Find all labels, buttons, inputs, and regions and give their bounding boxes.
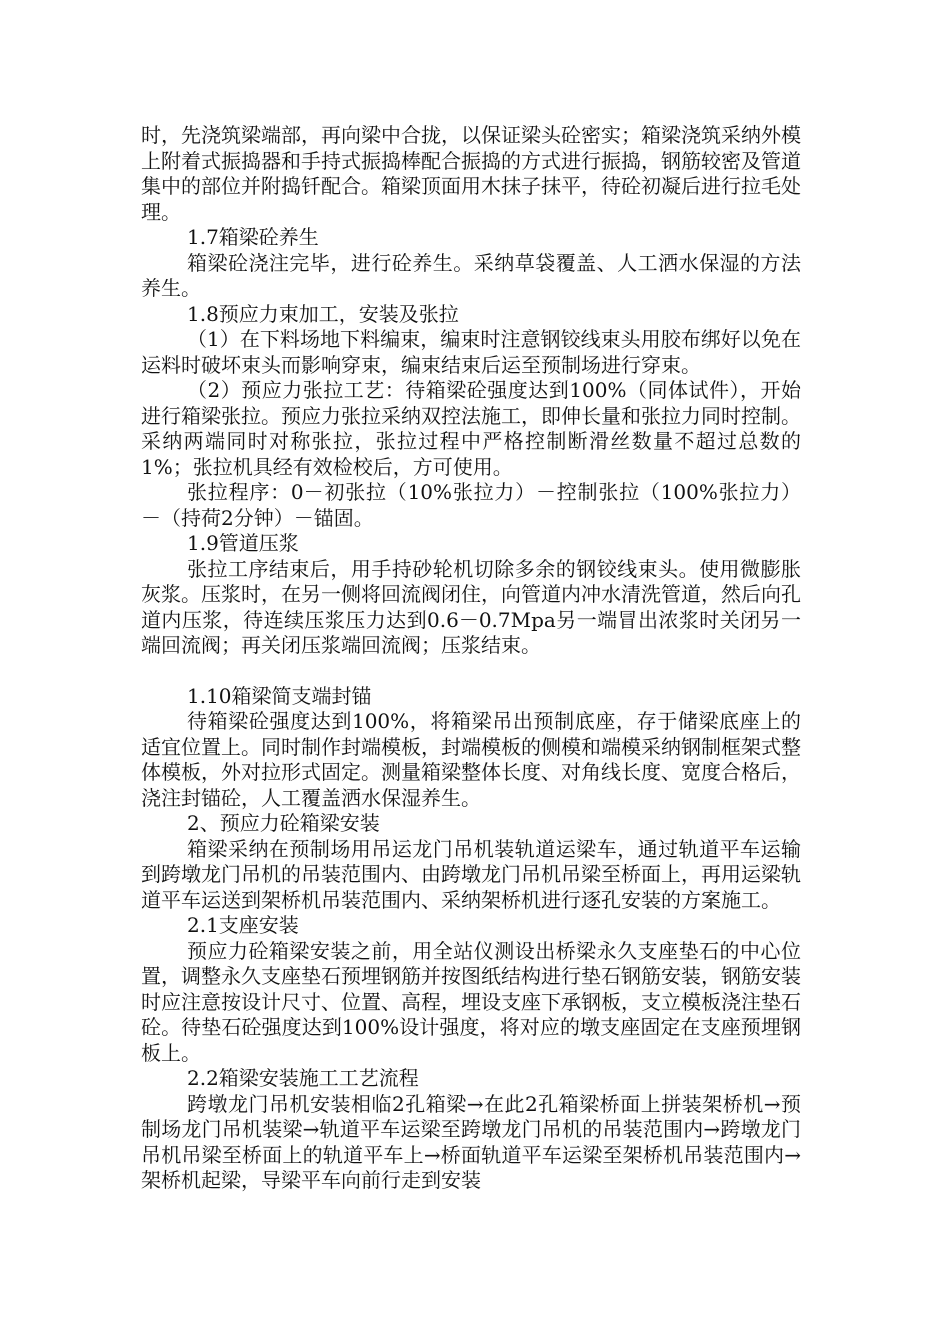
section-heading-2-1: 2.1支座安装 xyxy=(187,913,299,937)
paragraph-2-1: 预应力砼箱梁安装之前，用全站仪测设出桥梁永久支座垫石的中心位置，调整永久支座垫石预埋钢筋并按图纸结构进行垫石钢筋安装，钢筋安装时应注意按设计尺寸、位置、高程，埋设支座下承钢板，支立模板浇注垫石砼。待垫石砼强度达到100%设计强度，将对应的墩支座固定在支座预埋钢板上。 xyxy=(141,938,801,1065)
section-heading-2-2: 2.2箱梁安装施工工艺流程 xyxy=(187,1066,419,1090)
paragraph-continuation: 时，先浇筑梁端部，再向梁中合拢，以保证梁头砼密实；箱梁浇筑采纳外模上附着式振捣器和手持式振捣棒配合振捣的方式进行振捣，钢筋较密及管道集中的部位并附捣钎配合。箱梁顶面用木抹子抹平，待砼初凝后进行拉毛处理。 xyxy=(141,123,801,224)
paragraph-2-2: 跨墩龙门吊机安装相临2孔箱梁→在此2孔箱梁桥面上拼装架桥机→预制场龙门吊机装梁→轨道平车运梁至跨墩龙门吊机的吊装范围内→跨墩龙门吊机吊梁至桥面上的轨道平车上→桥面轨道平车运梁至架桥机吊装范围内→架桥机起梁，导梁平车向前行走到安装 xyxy=(141,1091,801,1192)
document-body xyxy=(141,123,801,1194)
section-heading-1-7: 1.7箱梁砼养生 xyxy=(187,225,319,249)
paragraph-1-9: 张拉工序结束后，用手持砂轮机切除多余的钢铰线束头。使用微膨胀灰浆。压浆时，在另一侧将回流阀闭住，向管道内冲水清洗管道，然后向孔道内压浆，待连续压浆压力达到0.6－0.7Mpa另一端冒出浓浆时关闭另一端回流阀；再关闭压浆端回流阀；压浆结束。 xyxy=(141,556,801,657)
section-heading-1-8: 1.8预应力束加工，安装及张拉 xyxy=(187,301,459,326)
paragraph-1-7: 箱梁砼浇注完毕，进行砼养生。采纳草袋覆盖、人工洒水保湿的方法养生。 xyxy=(141,250,801,300)
paragraph-tension-procedure: 张拉程序：0－初张拉（10%张拉力）－控制张拉（100%张拉力）－（持荷2分钟）－锚固。 xyxy=(141,480,801,530)
section-heading-1-10: 1.10箱梁简支端封锚 xyxy=(187,683,372,708)
paragraph-1-8-item-1: （1）在下料场地下料编束，编束时注意钢铰线束头用胶布绑好以免在运料时破坏束头而影响穿束，编束结束后运至预制场进行穿束。 xyxy=(141,327,801,377)
section-heading-2: 2、预应力砼箱梁安装 xyxy=(187,811,380,835)
paragraph-1-8-item-2: （2）预应力张拉工艺：待箱梁砼强度达到100%（同体试件），开始进行箱梁张拉。预应力张拉采纳双控法施工，即伸长量和张拉力同时控制。采纳两端同时对称张拉，张拉过程中严格控制断滑丝数量不超过总数的1%；张拉机具经有效检校后，方可使用。 xyxy=(141,378,801,479)
paragraph-1-10: 待箱梁砼强度达到100%，将箱梁吊出预制底座，存于储梁底座上的适宜位置上。同时制作封端模板，封端模板的侧模和端模采纳钢制框架式整体模板，外对拉形式固定。测量箱梁整体长度、对角线长度、宽度合格后，浇注封锚砼，人工覆盖洒水保湿养生。 xyxy=(141,709,801,810)
section-heading-1-9: 1.9管道压浆 xyxy=(187,531,299,555)
paragraph-2: 箱梁采纳在预制场用吊运龙门吊机装轨道运梁车，通过轨道平车运输到跨墩龙门吊机的吊装范围内、由跨墩龙门吊机吊梁至桥面上，再用运梁轨道平车运送到架桥机吊装范围内、采纳架桥机进行逐孔安装的方案施工。 xyxy=(141,836,801,912)
